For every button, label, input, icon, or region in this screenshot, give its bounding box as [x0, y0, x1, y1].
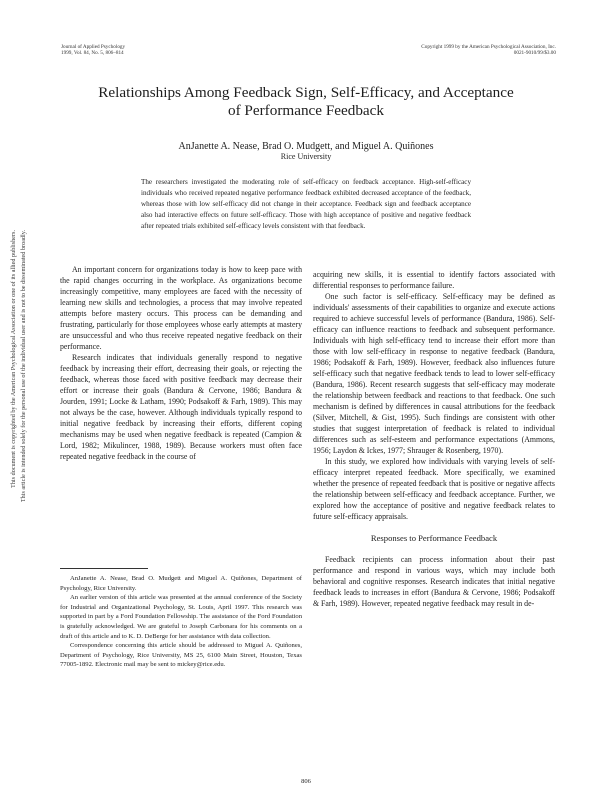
journal-name: Journal of Applied Psychology [61, 44, 126, 50]
journal-header [61, 44, 125, 56]
title-line-1: Relationships Among Feedback Sign, Self-Efficacy, and Acceptance [98, 84, 514, 101]
affiliation: Rice University [280, 152, 332, 161]
sidebar-line-2: This article is intended solely for the personal use of the individual user and is not to be disseminated broadly. [20, 230, 27, 503]
issn-line: 0021-9010/99/$3.00 [513, 50, 556, 57]
author-list: AnJanette A. Nease, Brad O. Mudgett, and Miguel A. Quiñones [178, 141, 434, 152]
author-note-correspondence: Correspondence concerning this article should be addressed to Miguel A. Quiñones, Department of Psychology, Rice University, MS 25, 6100 Main Street, Houston, Texas 77005-1892. Electronic mail may be sent to mickey@rice.edu. [60, 642, 302, 669]
journal-volume: 1999, Vol. 84, No. 5, 806–814 [61, 50, 124, 57]
footnote-divider [60, 568, 148, 569]
copyright-sidebar [4, 230, 44, 650]
title-line-2: of Performance Feedback [227, 102, 385, 119]
copyright-header [421, 44, 556, 56]
author-note [60, 574, 302, 670]
body-paragraph: acquiring new skills, it is essential to identify factors associated with differential responses to performance failure. [313, 270, 555, 290]
right-column [313, 269, 555, 609]
author-note-acknowledgment: An earlier version of this article was presented at the annual conference of the Society for Industrial and Organizational Psychology, St. Louis, April 1997. This research was supported in part by a Ford Foundation Fellowship. The assistance of the Ford Foundation is gratefully acknowledged. We are grateful to Joseph Carbonara for his comments on a draft of this article and to K. D. DeBerge for her assistance with data collection. [60, 594, 302, 640]
body-paragraph: An important concern for organizations today is how to keep pace with the rapid changes occurring in the workplace. As organizations become increasingly competitive, many employees are faced with the necessity of learning new skills and technologies, a process that may involve repeated attempts before mastery occurs. This process can be demanding and frustrating, particularly for those employees whose early attempts at mastery are unsuccessful and who thus receive repeated negative feedback on their performance. [60, 265, 302, 351]
body-paragraph: Research indicates that individuals generally respond to negative feedback by increasing their effort, decreasing their goals, or rejecting the feedback, whereas those faced with positive feedback may decrease their effort or increase their goals (Bandura & Cervone, 1986; Bandura & Jourden, 1991; Locke & Latham, 1990; Podsakoff & Farh, 1989). This may not always be the case, however. Although individuals typically respond to initial negative feedback by increasing their efforts, different coping mechanisms may be used when negative feedback is repeated (Campion & Lord, 1982; Mikulincer, 1988, 1989). Because workers must often face repeated negative feedback in the course of [60, 353, 302, 461]
sidebar-line-1: This document is copyrighted by the American Psychological Association or one of its allied publishers. [10, 230, 17, 488]
left-column [60, 264, 302, 462]
article-title [60, 84, 552, 120]
body-paragraph: Feedback recipients can process information about their past performance and respond in various ways, which may include both behavioral and cognitive responses. Research indicates that initial negative feedback leads to increases in effort (Bandura & Cervone, 1986; Podsakoff & Farh, 1989). However, repeated negative feedback may result in de- [313, 555, 555, 608]
abstract: The researchers investigated the moderating role of self-efficacy on feedback acceptance. High-self-efficacy individuals who received repeated negative performance feedback exhibited decreased acceptance of the feedback, whereas those with low self-efficacy did not change in their acceptance. Feedback sign and feedback acceptance also had interactive effects on future self-efficacy. Those with high acceptance of positive and negative feedback after repeated trials exhibited self-efficacy levels consistent with that feedback. [141, 178, 471, 230]
page-number: 806 [301, 778, 311, 785]
author-note-affiliation: AnJanette A. Nease, Brad O. Mudgett and Miguel A. Quiñones, Department of Psychology, Rice University. [60, 575, 302, 592]
copyright-line: Copyright 1999 by the American Psychological Association, Inc. [421, 44, 556, 50]
section-heading: Responses to Performance Feedback [370, 533, 498, 543]
body-paragraph: One such factor is self-efficacy. Self-efficacy may be defined as individuals' assessments of their capabilities to organize and execute actions required to achieve successful levels of performance (Bandura, 1986). Self-efficacy can influence reactions to feedback and subsequent performance. Individuals with high self-efficacy tend to increase their effort more than those with low self-efficacy in response to negative feedback (Bandura, 1986; Podsakoff & Farh, 1989). However, feedback also influences future self-efficacy such that negative feedback tends to lead to lower self-efficacy (Bandura, 1986). Recent research suggests that self-efficacy may moderate the relationship between feedback and reactions to that feedback. One such mechanism is defined by differences in causal attributions for the feedback (Silver, Mitchell, & Gist, 1995). Such findings are consistent with other studies that suggest interpretation of feedback is related to individual differences such as self-esteem and performance expectations (Ammons, 1956; Laydon & Ickes, 1977; Shrauger & Rosenberg, 1970). [313, 292, 555, 455]
body-paragraph: In this study, we explored how individuals with varying levels of self-efficacy interpret repeated feedback. More specifically, we examined whether the presence of repeated feedback that is positive or negative affects the relationship between self-efficacy and feedback acceptance. Further, we explored how the acceptance of positive and negative feedback relates to future self-efficacy appraisals. [313, 457, 555, 521]
